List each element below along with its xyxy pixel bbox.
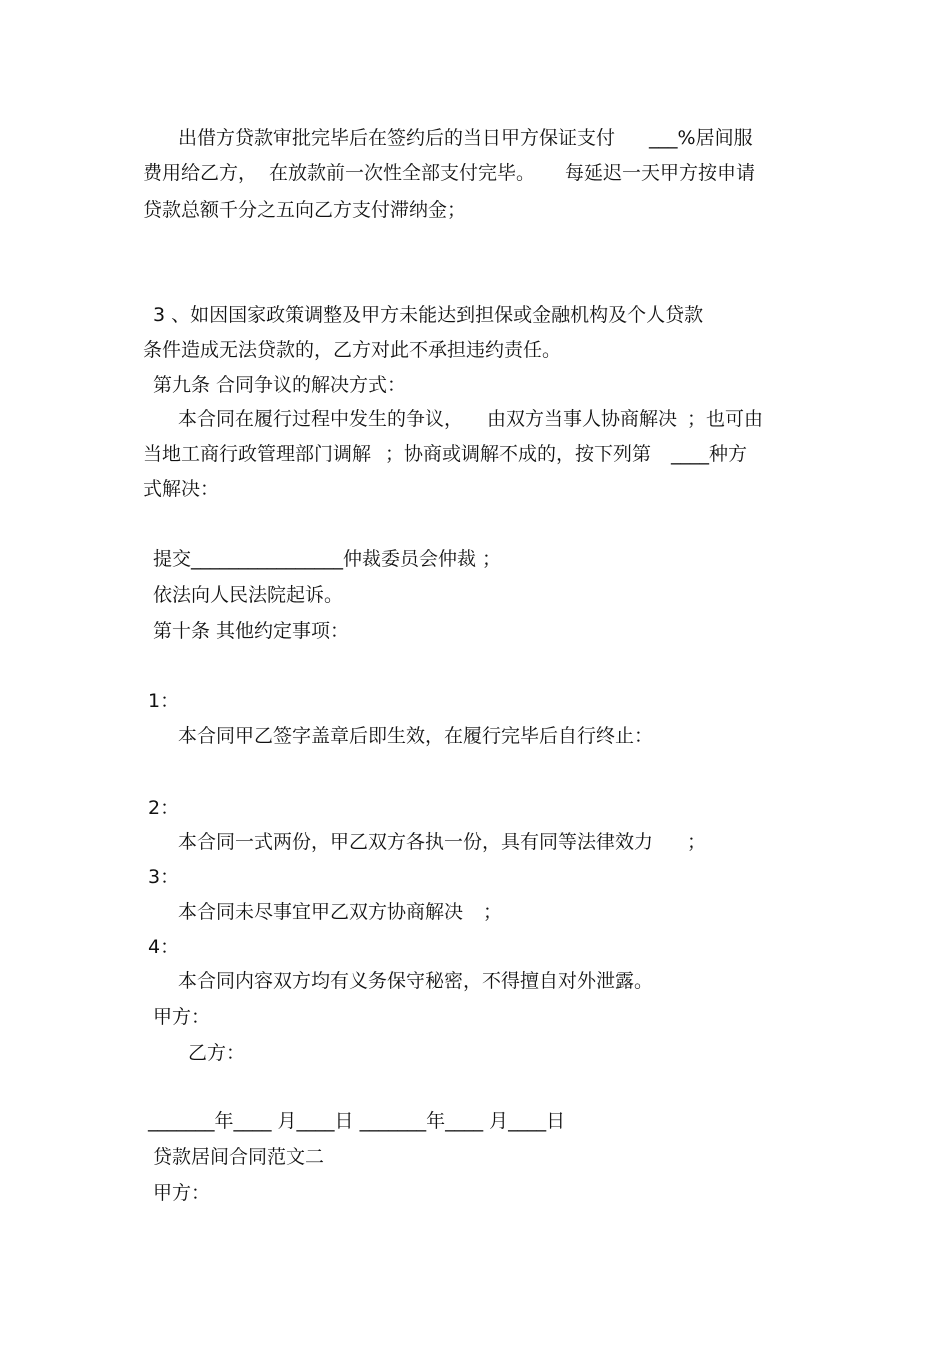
article9-line1-part1: 本合同在履行过程中发生的争议， <box>178 408 464 430</box>
next-party-a-label: 甲方： <box>153 1182 211 1204</box>
article10-heading: 第十条 其他约定事项： <box>153 620 350 642</box>
item-number-1: 1： <box>148 690 180 712</box>
item3-line1: 3 、如因国家政策调整及甲方未能达到担保或金融机构及个人贷款 <box>153 304 704 326</box>
article9-line3: 式解决： <box>143 478 220 500</box>
next-template-title: 贷款居间合同范文二 <box>153 1146 325 1168</box>
dispute-method-number-blank: ____种方 <box>671 443 748 465</box>
litigation-option: 依法向人民法院起诉。 <box>153 584 344 606</box>
party-a-label: 甲方： <box>153 1006 211 1028</box>
article9-heading: 第九条 合同争议的解决方式： <box>153 374 407 396</box>
service-fee-percent-blank: ___%居间服 <box>649 127 753 149</box>
party-b-label: 乙方： <box>188 1042 246 1064</box>
clause8-line2-part3: 每延迟一天甲方按申请 <box>565 162 756 184</box>
arbitration-option: 提交________________仲裁委员会仲裁 ； <box>153 548 502 570</box>
item-3-text-end: ； <box>483 901 503 923</box>
item-2-text-main: 本合同一式两份，甲乙双方各执一份，具有同等法律效力 <box>178 831 654 853</box>
article9-line2-part1: 当地工商行政管理部门调解 <box>143 443 372 465</box>
item-number-4: 4： <box>148 936 180 958</box>
clause8-line2-part2: 在放款前一次性全部支付完毕。 <box>269 162 536 184</box>
item-3-text <box>178 899 502 925</box>
item-3-text-main: 本合同未尽事宜甲乙双方协商解决 <box>178 901 464 923</box>
clause8-line3: 贷款总额千分之五向乙方支付滞纳金； <box>143 199 467 221</box>
article9-line1 <box>178 406 763 432</box>
article9-line1-part2: 由双方当事人协商解决 <box>487 408 678 430</box>
article9-line2-part2: ；协商或调解不成的，按下列第 <box>385 443 652 465</box>
item3-line2: 条件造成无法贷款的，乙方对此不承担违约责任。 <box>143 339 562 361</box>
item-number-2: 2： <box>148 797 180 819</box>
article9-line2 <box>143 441 747 467</box>
clause8-line2 <box>143 160 755 186</box>
item-2-text <box>178 829 706 855</box>
clause8-line1 <box>178 125 753 151</box>
item-2-text-end: ； <box>687 831 707 853</box>
clause8-line2-part1: 费用给乙方， <box>143 162 258 184</box>
item-number-3: 3： <box>148 866 180 888</box>
signature-date-line: _______年____ 月____日 _______年____ 月____日 <box>148 1110 566 1132</box>
clause8-line1-text: 出借方贷款审批完毕后在签约后的当日甲方保证支付 <box>178 127 616 149</box>
article9-line1-part3: ；也可由 <box>687 408 764 430</box>
item-4-text: 本合同内容双方均有义务保守秘密，不得擅自对外泄露。 <box>178 970 654 992</box>
item-1-text: 本合同甲乙签字盖章后即生效，在履行完毕后自行终止： <box>178 725 654 747</box>
